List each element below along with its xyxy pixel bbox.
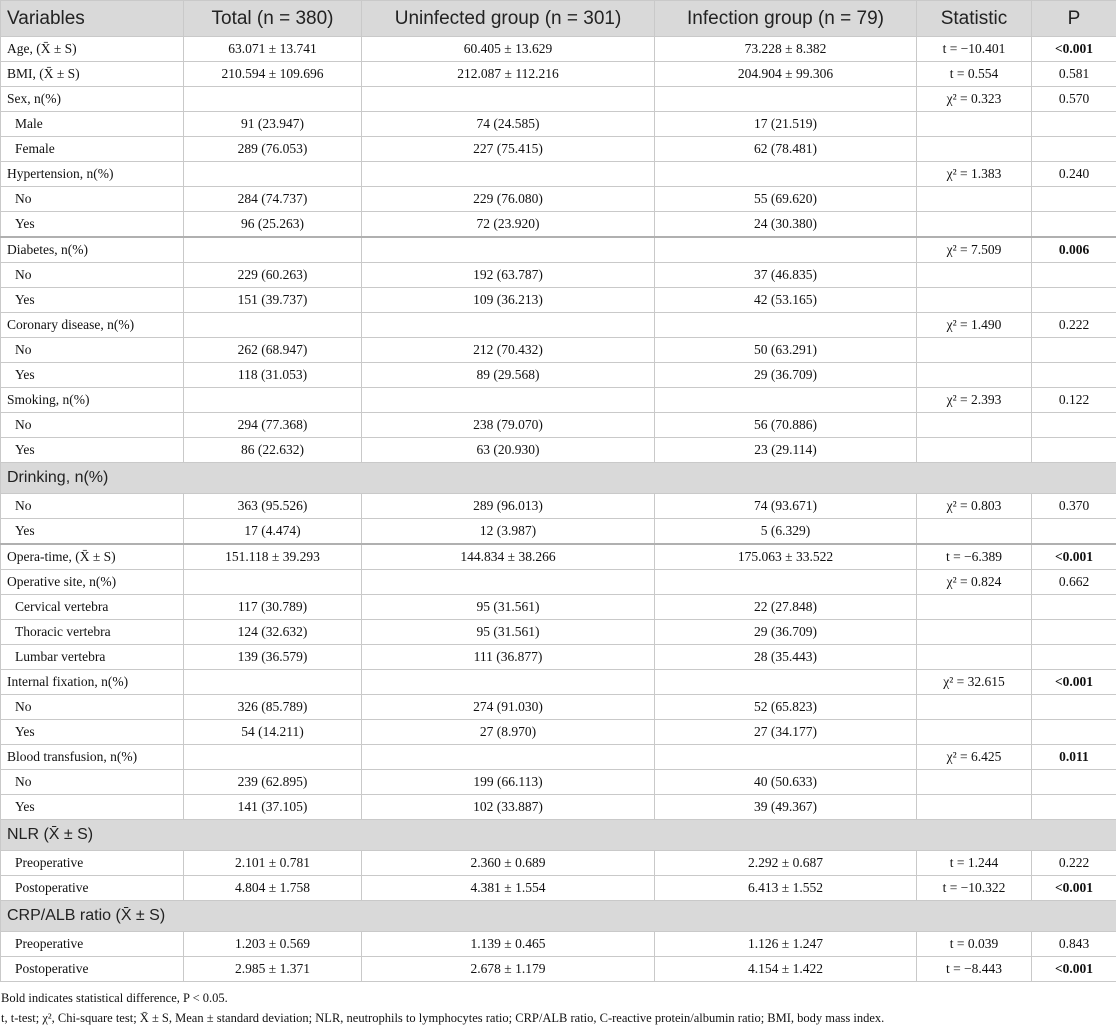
infection-cell: 42 (53.165) <box>655 288 917 313</box>
total-cell: 124 (32.632) <box>184 620 362 645</box>
uninfected-cell <box>362 745 655 770</box>
total-cell: 1.203 ± 0.569 <box>184 932 362 957</box>
infection-cell: 2.292 ± 0.687 <box>655 851 917 876</box>
infection-cell: 4.154 ± 1.422 <box>655 957 917 982</box>
table-row <box>1 237 1116 263</box>
statistic-cell: t = −6.389 <box>917 544 1032 570</box>
p-value-cell <box>1032 263 1116 288</box>
variable-cell: Lumbar vertebra <box>1 645 184 670</box>
total-cell: 289 (76.053) <box>184 137 362 162</box>
statistic-cell: t = −10.401 <box>917 37 1032 62</box>
variable-cell: Diabetes, n(%) <box>1 237 184 263</box>
statistic-cell: t = 0.554 <box>917 62 1032 87</box>
variable-cell: Yes <box>1 720 184 745</box>
uninfected-cell: 60.405 ± 13.629 <box>362 37 655 62</box>
uninfected-cell: 111 (36.877) <box>362 645 655 670</box>
table-body <box>1 37 1116 982</box>
uninfected-cell: 144.834 ± 38.266 <box>362 544 655 570</box>
variable-cell: No <box>1 338 184 363</box>
variable-cell: No <box>1 494 184 519</box>
table-subrow <box>1 720 1116 745</box>
variable-cell: Sex, n(%) <box>1 87 184 112</box>
table-row <box>1 162 1116 187</box>
uninfected-cell <box>362 237 655 263</box>
table-subrow <box>1 363 1116 388</box>
footnote-bold: Bold indicates statistical difference, P < 0.05. <box>1 991 228 1005</box>
total-cell: 210.594 ± 109.696 <box>184 62 362 87</box>
total-cell: 141 (37.105) <box>184 795 362 820</box>
statistic-cell: χ² = 6.425 <box>917 745 1032 770</box>
p-value-cell: 0.222 <box>1032 313 1116 338</box>
total-cell: 2.985 ± 1.371 <box>184 957 362 982</box>
total-cell: 63.071 ± 13.741 <box>184 37 362 62</box>
table-subrow <box>1 695 1116 720</box>
infection-cell: 56 (70.886) <box>655 413 917 438</box>
uninfected-cell: 238 (79.070) <box>362 413 655 438</box>
infection-cell: 52 (65.823) <box>655 695 917 720</box>
infection-cell: 5 (6.329) <box>655 519 917 545</box>
p-value-cell: 0.581 <box>1032 62 1116 87</box>
variable-cell: Operative site, n(%) <box>1 570 184 595</box>
total-cell <box>184 237 362 263</box>
p-value-cell <box>1032 795 1116 820</box>
uninfected-cell: 212 (70.432) <box>362 338 655 363</box>
statistic-cell <box>917 695 1032 720</box>
table-subrow <box>1 851 1116 876</box>
variable-cell: Smoking, n(%) <box>1 388 184 413</box>
statistic-cell <box>917 363 1032 388</box>
uninfected-cell: 95 (31.561) <box>362 595 655 620</box>
infection-cell: 204.904 ± 99.306 <box>655 62 917 87</box>
statistic-cell: χ² = 0.803 <box>917 494 1032 519</box>
infection-cell: 74 (93.671) <box>655 494 917 519</box>
uninfected-cell <box>362 570 655 595</box>
variable-cell: Thoracic vertebra <box>1 620 184 645</box>
infection-cell: 73.228 ± 8.382 <box>655 37 917 62</box>
table-header-row <box>1 1 1116 37</box>
infection-cell: 37 (46.835) <box>655 263 917 288</box>
variable-cell: No <box>1 187 184 212</box>
section-band-row <box>1 820 1116 851</box>
uninfected-cell: 2.360 ± 0.689 <box>362 851 655 876</box>
p-value-cell: 0.570 <box>1032 87 1116 112</box>
infection-cell: 24 (30.380) <box>655 212 917 238</box>
table-row <box>1 745 1116 770</box>
infection-cell: 17 (21.519) <box>655 112 917 137</box>
footnote-abbreviations: t, t-test; χ², Chi-square test; X̄ ± S, Mean ± standard deviation; NLR, neutrophils to lymphocytes ratio; CRP/ALB ratio, C-reactive protein/albumin ratio; BMI, body mass index. <box>1 1011 885 1025</box>
statistic-cell <box>917 519 1032 545</box>
p-value-cell <box>1032 595 1116 620</box>
table-row <box>1 670 1116 695</box>
infection-cell <box>655 388 917 413</box>
variable-cell: Female <box>1 137 184 162</box>
statistic-cell <box>917 112 1032 137</box>
infection-cell: 29 (36.709) <box>655 620 917 645</box>
p-value-cell <box>1032 338 1116 363</box>
total-cell <box>184 87 362 112</box>
variable-cell: Blood transfusion, n(%) <box>1 745 184 770</box>
infection-cell <box>655 237 917 263</box>
variable-cell: Age, (X̄ ± S) <box>1 37 184 62</box>
total-cell: 4.804 ± 1.758 <box>184 876 362 901</box>
table-subrow <box>1 438 1116 463</box>
statistic-cell <box>917 795 1032 820</box>
statistic-cell <box>917 263 1032 288</box>
section-band-row <box>1 463 1116 494</box>
total-cell <box>184 313 362 338</box>
uninfected-cell: 229 (76.080) <box>362 187 655 212</box>
total-cell: 229 (60.263) <box>184 263 362 288</box>
uninfected-cell: 212.087 ± 112.216 <box>362 62 655 87</box>
statistic-cell <box>917 438 1032 463</box>
statistic-cell: χ² = 2.393 <box>917 388 1032 413</box>
total-cell <box>184 570 362 595</box>
statistic-cell: χ² = 0.824 <box>917 570 1032 595</box>
total-cell: 118 (31.053) <box>184 363 362 388</box>
infection-cell: 23 (29.114) <box>655 438 917 463</box>
uninfected-cell <box>362 87 655 112</box>
uninfected-cell: 2.678 ± 1.179 <box>362 957 655 982</box>
statistic-cell: t = −8.443 <box>917 957 1032 982</box>
p-value-cell <box>1032 645 1116 670</box>
table-subrow <box>1 187 1116 212</box>
total-cell: 2.101 ± 0.781 <box>184 851 362 876</box>
infection-cell: 1.126 ± 1.247 <box>655 932 917 957</box>
total-cell: 294 (77.368) <box>184 413 362 438</box>
p-value-cell: 0.006 <box>1032 237 1116 263</box>
table-subrow <box>1 770 1116 795</box>
variable-cell: Preoperative <box>1 851 184 876</box>
total-cell: 96 (25.263) <box>184 212 362 238</box>
variable-cell: Postoperative <box>1 957 184 982</box>
uninfected-cell: 274 (91.030) <box>362 695 655 720</box>
p-value-cell: <0.001 <box>1032 670 1116 695</box>
variable-cell: No <box>1 413 184 438</box>
total-cell: 91 (23.947) <box>184 112 362 137</box>
uninfected-cell: 27 (8.970) <box>362 720 655 745</box>
statistic-cell: t = 1.244 <box>917 851 1032 876</box>
infection-cell <box>655 570 917 595</box>
uninfected-cell <box>362 388 655 413</box>
total-cell: 117 (30.789) <box>184 595 362 620</box>
table-subrow <box>1 263 1116 288</box>
statistic-cell: χ² = 1.490 <box>917 313 1032 338</box>
uninfected-cell: 63 (20.930) <box>362 438 655 463</box>
variable-cell: BMI, (X̄ ± S) <box>1 62 184 87</box>
table-subrow <box>1 519 1116 545</box>
uninfected-cell <box>362 313 655 338</box>
uninfected-cell <box>362 162 655 187</box>
uninfected-cell <box>362 670 655 695</box>
uninfected-cell: 74 (24.585) <box>362 112 655 137</box>
total-cell <box>184 670 362 695</box>
uninfected-cell: 289 (96.013) <box>362 494 655 519</box>
table-subrow <box>1 288 1116 313</box>
p-value-cell: <0.001 <box>1032 876 1116 901</box>
table-row <box>1 313 1116 338</box>
variable-cell: Coronary disease, n(%) <box>1 313 184 338</box>
infection-cell <box>655 87 917 112</box>
variable-cell: Internal fixation, n(%) <box>1 670 184 695</box>
p-value-cell: 0.011 <box>1032 745 1116 770</box>
total-cell: 151.118 ± 39.293 <box>184 544 362 570</box>
total-cell: 17 (4.474) <box>184 519 362 545</box>
statistic-cell <box>917 595 1032 620</box>
p-value-cell <box>1032 438 1116 463</box>
total-cell: 86 (22.632) <box>184 438 362 463</box>
infection-cell: 28 (35.443) <box>655 645 917 670</box>
infection-cell: 50 (63.291) <box>655 338 917 363</box>
statistic-cell <box>917 288 1032 313</box>
p-value-cell <box>1032 288 1116 313</box>
infection-cell: 6.413 ± 1.552 <box>655 876 917 901</box>
header-total: Total (n = 380) <box>184 1 362 37</box>
p-value-cell: <0.001 <box>1032 37 1116 62</box>
table-row <box>1 570 1116 595</box>
infection-cell: 29 (36.709) <box>655 363 917 388</box>
variable-cell: Hypertension, n(%) <box>1 162 184 187</box>
uninfected-cell: 89 (29.568) <box>362 363 655 388</box>
table-subrow <box>1 957 1116 982</box>
variable-cell: Yes <box>1 795 184 820</box>
infection-cell: 22 (27.848) <box>655 595 917 620</box>
header-p-value: P <box>1032 1 1116 37</box>
section-band-label: CRP/ALB ratio (X̄ ± S) <box>1 901 1116 932</box>
section-band-label: Drinking, n(%) <box>1 463 1116 494</box>
p-value-cell <box>1032 137 1116 162</box>
p-value-cell <box>1032 112 1116 137</box>
section-band-label: NLR (X̄ ± S) <box>1 820 1116 851</box>
uninfected-cell: 109 (36.213) <box>362 288 655 313</box>
variable-cell: Yes <box>1 519 184 545</box>
total-cell <box>184 388 362 413</box>
infection-cell: 175.063 ± 33.522 <box>655 544 917 570</box>
table-subrow <box>1 137 1116 162</box>
statistic-cell <box>917 187 1032 212</box>
p-value-cell: <0.001 <box>1032 544 1116 570</box>
p-value-cell <box>1032 363 1116 388</box>
variable-cell: Yes <box>1 438 184 463</box>
statistic-cell <box>917 720 1032 745</box>
statistic-cell <box>917 338 1032 363</box>
infection-cell: 55 (69.620) <box>655 187 917 212</box>
variable-cell: No <box>1 770 184 795</box>
uninfected-cell: 1.139 ± 0.465 <box>362 932 655 957</box>
p-value-cell <box>1032 212 1116 238</box>
infection-cell: 39 (49.367) <box>655 795 917 820</box>
statistic-cell: χ² = 1.383 <box>917 162 1032 187</box>
p-value-cell <box>1032 519 1116 545</box>
table-row <box>1 37 1116 62</box>
uninfected-cell: 227 (75.415) <box>362 137 655 162</box>
p-value-cell <box>1032 770 1116 795</box>
table-subrow <box>1 112 1116 137</box>
statistic-cell: χ² = 0.323 <box>917 87 1032 112</box>
table-row <box>1 87 1116 112</box>
p-value-cell <box>1032 187 1116 212</box>
statistic-cell <box>917 137 1032 162</box>
total-cell: 151 (39.737) <box>184 288 362 313</box>
infection-cell: 40 (50.633) <box>655 770 917 795</box>
statistic-cell <box>917 770 1032 795</box>
p-value-cell: 0.370 <box>1032 494 1116 519</box>
total-cell: 326 (85.789) <box>184 695 362 720</box>
table-subrow <box>1 338 1116 363</box>
table-row <box>1 544 1116 570</box>
infection-cell: 62 (78.481) <box>655 137 917 162</box>
section-band-row <box>1 901 1116 932</box>
variable-cell: Preoperative <box>1 932 184 957</box>
header-variables: Variables <box>1 1 184 37</box>
p-value-cell: <0.001 <box>1032 957 1116 982</box>
header-uninfected-group: Uninfected group (n = 301) <box>362 1 655 37</box>
infection-cell <box>655 313 917 338</box>
uninfected-cell: 95 (31.561) <box>362 620 655 645</box>
table-subrow <box>1 795 1116 820</box>
statistic-cell: χ² = 32.615 <box>917 670 1032 695</box>
variable-cell: Opera-time, (X̄ ± S) <box>1 544 184 570</box>
p-value-cell <box>1032 620 1116 645</box>
uninfected-cell: 12 (3.987) <box>362 519 655 545</box>
variable-cell: Yes <box>1 363 184 388</box>
p-value-cell: 0.843 <box>1032 932 1116 957</box>
table-row <box>1 388 1116 413</box>
statistic-cell <box>917 212 1032 238</box>
header-statistic: Statistic <box>917 1 1032 37</box>
table-subrow <box>1 212 1116 238</box>
table-row <box>1 62 1116 87</box>
variable-cell: Yes <box>1 288 184 313</box>
total-cell: 54 (14.211) <box>184 720 362 745</box>
infection-cell: 27 (34.177) <box>655 720 917 745</box>
variable-cell: No <box>1 695 184 720</box>
variable-cell: No <box>1 263 184 288</box>
total-cell: 262 (68.947) <box>184 338 362 363</box>
header-infection-group: Infection group (n = 79) <box>655 1 917 37</box>
table-subrow <box>1 620 1116 645</box>
uninfected-cell: 102 (33.887) <box>362 795 655 820</box>
variable-cell: Yes <box>1 212 184 238</box>
p-value-cell: 0.222 <box>1032 851 1116 876</box>
total-cell: 239 (62.895) <box>184 770 362 795</box>
variable-cell: Cervical vertebra <box>1 595 184 620</box>
p-value-cell <box>1032 720 1116 745</box>
statistic-cell: χ² = 7.509 <box>917 237 1032 263</box>
p-value-cell: 0.662 <box>1032 570 1116 595</box>
p-value-cell <box>1032 413 1116 438</box>
table-subrow <box>1 645 1116 670</box>
p-value-cell <box>1032 695 1116 720</box>
total-cell: 284 (74.737) <box>184 187 362 212</box>
table-subrow <box>1 494 1116 519</box>
variable-cell: Male <box>1 112 184 137</box>
table-footnotes <box>1 988 884 1028</box>
infection-cell <box>655 670 917 695</box>
statistic-cell <box>917 645 1032 670</box>
total-cell: 139 (36.579) <box>184 645 362 670</box>
statistic-cell: t = −10.322 <box>917 876 1032 901</box>
uninfected-cell: 199 (66.113) <box>362 770 655 795</box>
uninfected-cell: 72 (23.920) <box>362 212 655 238</box>
total-cell: 363 (95.526) <box>184 494 362 519</box>
statistic-cell <box>917 620 1032 645</box>
infection-cell <box>655 162 917 187</box>
uninfected-cell: 4.381 ± 1.554 <box>362 876 655 901</box>
statistic-cell <box>917 413 1032 438</box>
table-subrow <box>1 876 1116 901</box>
infection-cell <box>655 745 917 770</box>
statistic-cell: t = 0.039 <box>917 932 1032 957</box>
p-value-cell: 0.240 <box>1032 162 1116 187</box>
uninfected-cell: 192 (63.787) <box>362 263 655 288</box>
table-subrow <box>1 413 1116 438</box>
total-cell <box>184 162 362 187</box>
variable-cell: Postoperative <box>1 876 184 901</box>
total-cell <box>184 745 362 770</box>
p-value-cell: 0.122 <box>1032 388 1116 413</box>
table-subrow <box>1 595 1116 620</box>
table-subrow <box>1 932 1116 957</box>
